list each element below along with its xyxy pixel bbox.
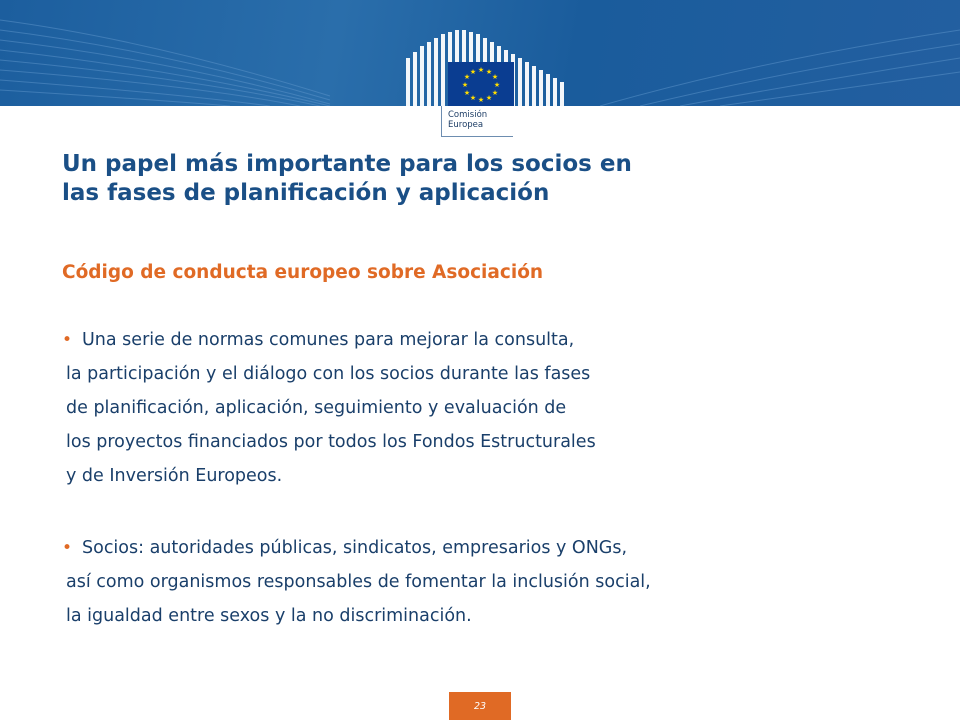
svg-text:★: ★ [477, 66, 485, 74]
svg-text:★: ★ [491, 73, 499, 81]
logo-line-1: Comisión [448, 110, 488, 120]
svg-text:★: ★ [491, 89, 499, 97]
slide-title-line-2: las fases de planificación y aplicación [62, 180, 550, 206]
svg-text:★: ★ [477, 96, 485, 104]
svg-text:★: ★ [485, 94, 493, 102]
svg-text:★: ★ [463, 73, 471, 81]
svg-text:★: ★ [469, 68, 477, 76]
bullet-line: de planificación, aplicación, seguimiento y evaluación de [66, 398, 567, 418]
bullet-dot-icon: • [62, 330, 73, 350]
logo-line-2: Europea [448, 120, 484, 130]
bullet-line: los proyectos financiados por todos los Fondos Estructurales [66, 432, 596, 452]
bullet-line: la participación y el diálogo con los socios durante las fases [66, 364, 591, 384]
svg-text:★: ★ [461, 81, 469, 89]
logo-wordmark [448, 110, 487, 130]
svg-text:★: ★ [485, 68, 493, 76]
slide-title-line-1: Un papel más importante para los socios en [62, 151, 632, 177]
svg-text:★: ★ [463, 89, 471, 97]
bullet-line: Una serie de normas comunes para mejorar la consulta, [82, 330, 575, 350]
bullet-line: la igualdad entre sexos y la no discriminación. [66, 606, 472, 626]
eu-flag-icon [448, 62, 514, 106]
bullet-list [62, 323, 932, 633]
slide-title [62, 150, 922, 208]
slide-subtitle: Código de conducta europeo sobre Asociación [62, 262, 544, 283]
svg-text:★: ★ [493, 81, 501, 89]
bullet-item [62, 323, 932, 493]
bullet-item [62, 531, 932, 633]
bullet-line: así como organismos responsables de fomentar la inclusión social, [66, 572, 651, 592]
bullet-line: y de Inversión Europeos. [66, 466, 283, 486]
bullet-line: Socios: autoridades públicas, sindicatos, empresarios y ONGs, [82, 538, 628, 558]
bullet-dot-icon: • [62, 538, 73, 558]
logo-divider-vertical [441, 106, 442, 136]
svg-text:★: ★ [469, 94, 477, 102]
logo-divider-horizontal [441, 136, 513, 137]
page-number: 23 [449, 692, 511, 720]
